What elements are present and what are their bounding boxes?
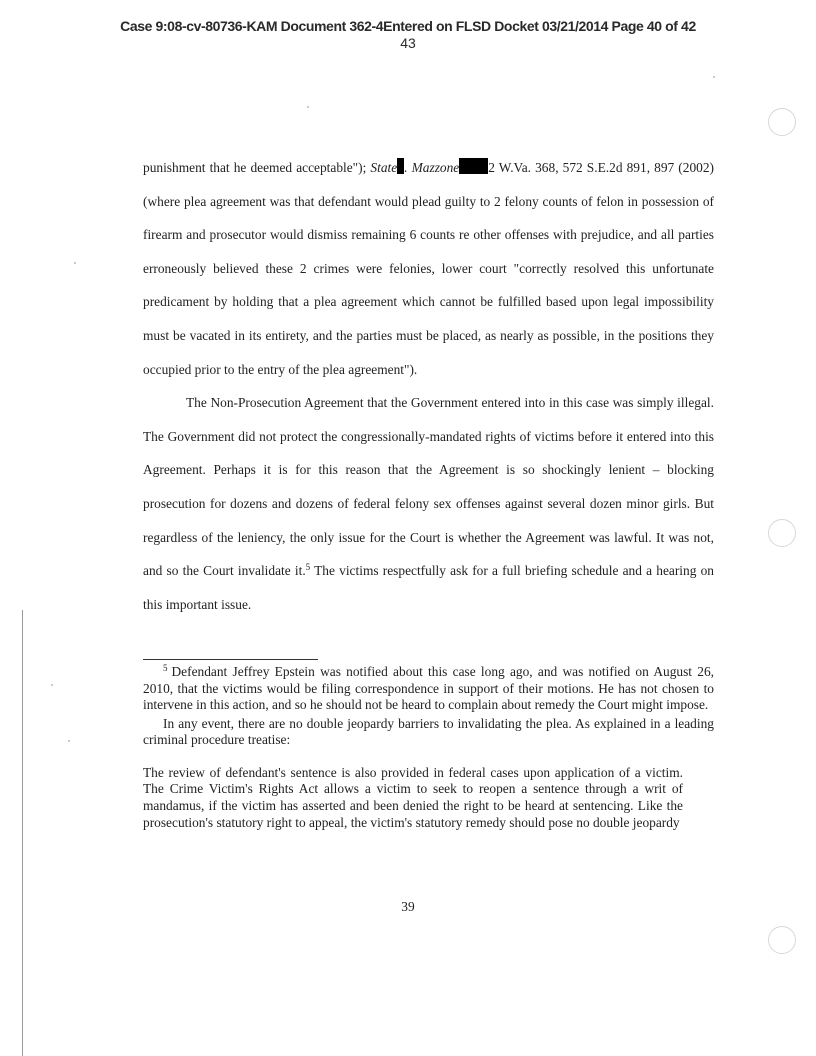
paragraph-npa-illegal <box>143 386 714 621</box>
quote-text: The review of defendant's sentence is also provided in federal cases upon application of a victim. The Crime Victim's Rights Act allows a victim to seek to reopen a sentence through a writ of mandamus, if the victim has asserted and been denied the right to be heard at sentencing. Like the prosecution's statutory right to appeal, the victim's statutory remedy should pose no double jeopardy <box>143 764 683 830</box>
punch-hole-middle <box>768 519 796 547</box>
footnote-separator <box>143 659 318 660</box>
footnote-paragraph <box>143 664 714 714</box>
scan-speck <box>307 106 309 108</box>
text-segment: The Non-Prosecution Agreement that the Government entered into in this case was simply illegal. The Government did not protect the congressionally-mandated rights of victims before it entered into this Agreement. Perhaps it is for this reason that the Agreement is so shockingly lenient – blocking prosecution for dozens and dozens of federal felony sex offenses against several dozen minor girls. But regardless of the leniency, the only issue for the Court is whether the Agreement was lawful. It was not, and so the Court invalidate it. <box>143 395 714 579</box>
text-segment: The victims respectfully ask for a full briefing schedule and a hearing on this important issue. <box>143 563 714 612</box>
paragraph-plea-authority <box>143 151 714 386</box>
footnote-text: Defendant Jeffrey Epstein was notified about this case long ago, and was notified on August 26, 2010, that the victims would be filing correspondence in support of their motions. He has not chosen to intervene in this action, and so he should not be heard to complain about remedy the Court might impose. <box>143 664 714 712</box>
footnote-paragraph: In any event, there are no double jeopardy barriers to invalidating the plea. As explained in a leading criminal procedure treatise: <box>143 715 714 747</box>
case-caption: Case 9:08-cv-80736-KAM Document 362-4Entered on FLSD Docket 03/21/2014 Page 40 of 42 <box>120 18 696 34</box>
case-name-mazzone: . Mazzone <box>404 160 460 175</box>
scan-speck <box>51 684 53 686</box>
text-segment: 2 W.Va. 368, 572 S.E.2d 891, 897 (2002) (where plea agreement was that defendant would plead guilty to 2 felony counts of felon in possession of firearm and prosecutor would dismiss remaining 6 counts re other offenses with prejudice, and all parties erroneously believed these 2 crimes were felonies, lower court "correctly resolved this unfortunate predicament by holding that a plea agreement which cannot be fulfilled based upon legal impossibility must be vacated in its entirety, and the parties must be placed, as nearly as possible, in the positions they occupied prior to the entry of the plea agreement"). <box>143 160 714 377</box>
footnote-block <box>143 664 714 831</box>
header-page-ref: 43 <box>400 35 416 51</box>
scan-speck <box>68 740 70 742</box>
text-segment: punishment that he deemed acceptable"); <box>143 160 371 175</box>
scan-edge-line <box>22 610 23 1056</box>
punch-hole-bottom <box>768 926 796 954</box>
punch-hole-top <box>768 108 796 136</box>
case-name-state: State <box>370 160 398 175</box>
footnote-reference: 5 <box>305 562 311 573</box>
main-body-text <box>143 151 714 621</box>
case-header <box>0 18 816 51</box>
treatise-quote <box>143 765 683 832</box>
scan-speck <box>713 76 715 78</box>
scan-speck <box>74 262 76 264</box>
page-number: 39 <box>401 899 415 914</box>
footnote-number: 5 <box>163 663 168 673</box>
redaction-box <box>459 158 488 174</box>
